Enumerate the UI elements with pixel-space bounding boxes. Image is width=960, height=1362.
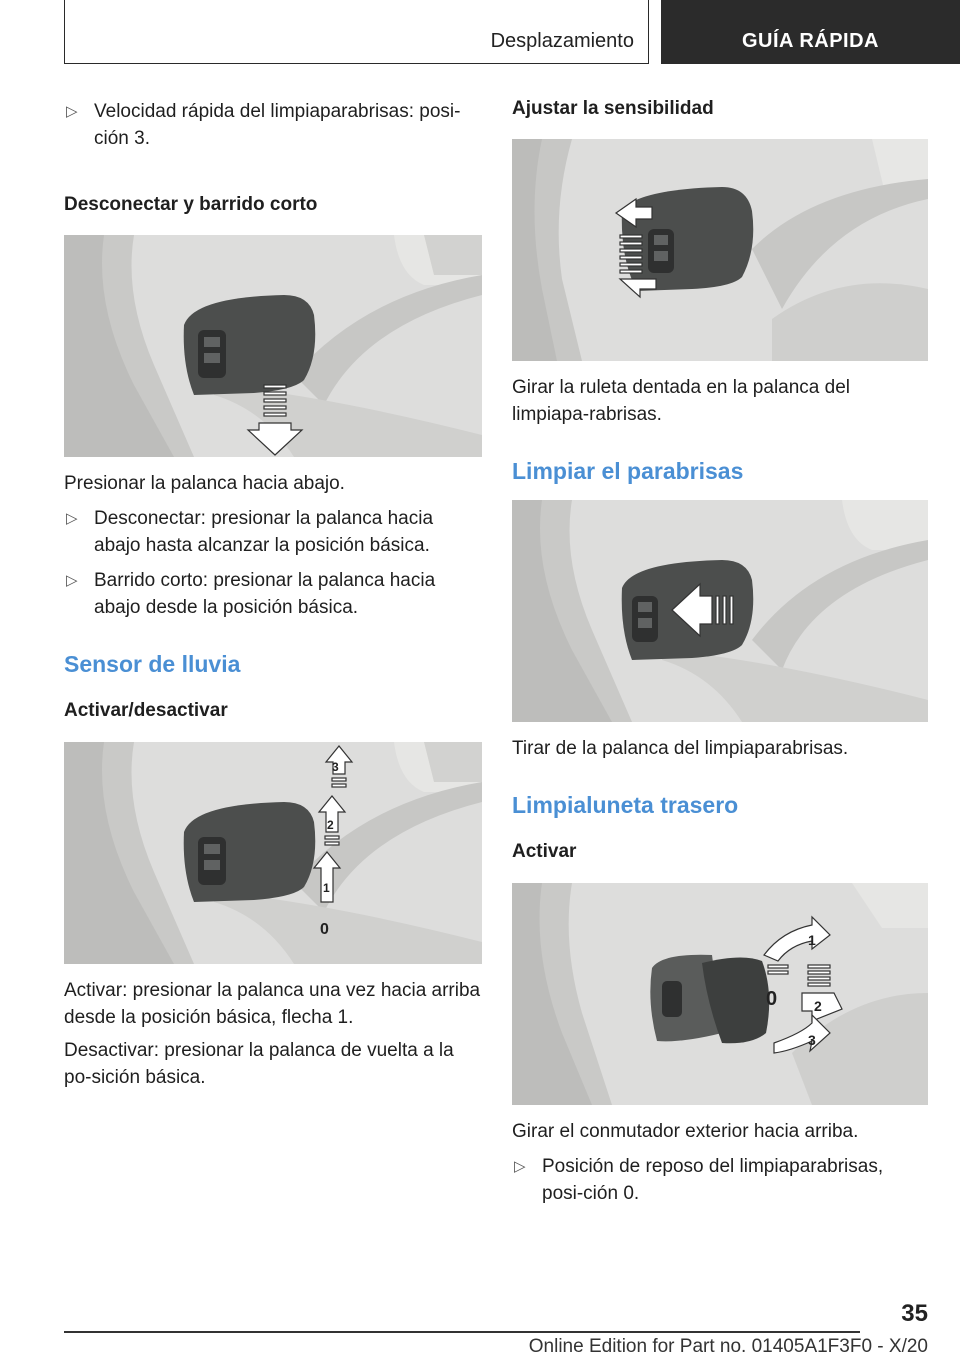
text-rotate-switch: Girar el conmutador exterior hacia arriba. [512, 1121, 859, 1142]
heading-clean-windshield: Limpiar el parabrisas [512, 458, 744, 484]
heading-rain-sensor: Sensor de lluvia [64, 651, 241, 677]
page-number: 35 [901, 1300, 928, 1327]
text-press-down: Presionar la palanca hacia abajo. [64, 473, 345, 494]
position-label-0: 0 [766, 988, 778, 1010]
position-label-3: 3 [808, 1032, 816, 1048]
bullet-short-wipe: ▷ Barrido corto: presionar la palanca hacia abajo desde la posición básica. [64, 567, 482, 621]
position-label-1: 1 [323, 881, 330, 895]
text-deactivate: Desactivar: presionar la palanca de vuelta a la po-sición básica. [64, 1040, 454, 1088]
figure-rear-wiper-switch [512, 883, 928, 1105]
footer-edition: Online Edition for Part no. 01405A1F3F0 - X/20 [528, 1336, 928, 1357]
bullet-rest-position: ▷ Posición de reposo del limpiaparabrisas, posi-ción 0. [512, 1153, 928, 1207]
header-chapter-title: GUÍA RÁPIDA [742, 30, 879, 52]
header-section-title: Desplazamiento [490, 30, 634, 52]
bullet-disconnect: ▷ Desconectar: presionar la palanca hacia abajo hasta alcanzar la posición básica. [64, 505, 482, 559]
right-column [512, 98, 928, 1207]
figure-lever-up-positions [64, 742, 482, 964]
heading-rear-wiper: Limpialuneta trasero [512, 792, 739, 818]
left-column [64, 98, 482, 1091]
position-label-2: 2 [327, 818, 334, 832]
position-label-0: 0 [320, 921, 329, 938]
triangle-bullet-icon: ▷ [66, 103, 78, 120]
figure-lever-pull [512, 500, 928, 722]
position-label-3: 3 [332, 760, 339, 774]
header-chapter-tab [661, 0, 960, 64]
text-activate: Activar: presionar la palanca una vez hacia arriba desde la posición básica, flecha 1. [64, 980, 481, 1028]
bullet-fast-speed: ▷ Velocidad rápida del limpiaparabrisas: posi-ción 3. [64, 98, 482, 152]
figure-wheel-rotate [512, 139, 928, 361]
text-pull-lever: Tirar de la palanca del limpiaparabrisas. [512, 738, 849, 759]
footer-divider [64, 1331, 860, 1333]
position-label-2: 2 [814, 998, 822, 1014]
header-section-tab [64, 0, 649, 64]
heading-adjust-sensitivity: Ajustar la sensibilidad [512, 98, 714, 119]
triangle-bullet-icon: ▷ [66, 572, 78, 589]
triangle-bullet-icon: ▷ [514, 1158, 526, 1175]
heading-activate-deactivate: Activar/desactivar [64, 700, 228, 721]
figure-lever-down [64, 235, 482, 457]
text-rotate-wheel: Girar la ruleta dentada en la palanca del limpiapa-rabrisas. [512, 377, 851, 425]
heading-desconectar: Desconectar y barrido corto [64, 194, 318, 215]
heading-activate: Activar [512, 841, 577, 862]
position-label-1: 1 [808, 932, 816, 948]
triangle-bullet-icon: ▷ [66, 510, 78, 527]
